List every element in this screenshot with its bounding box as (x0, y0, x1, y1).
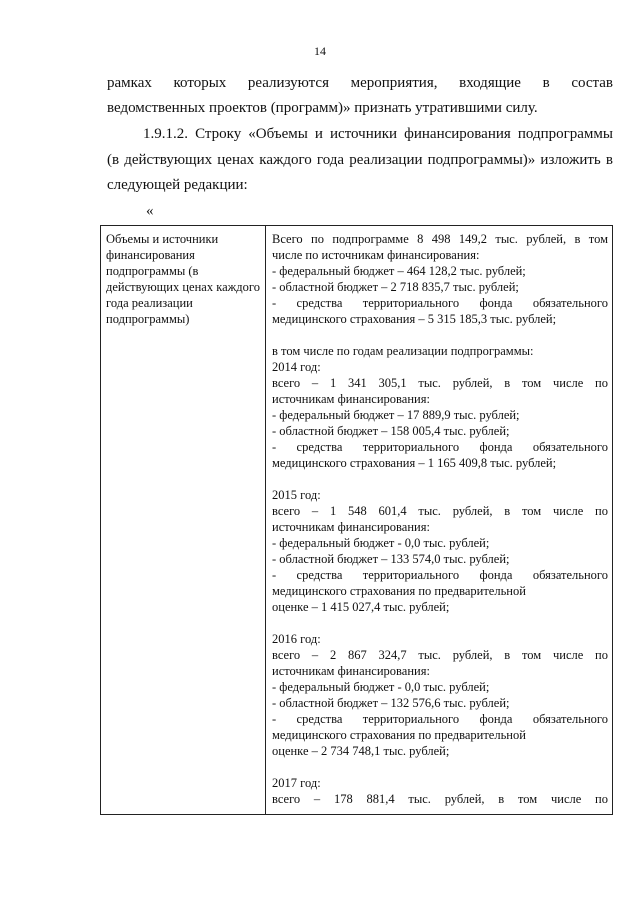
financing-line: 2015 год: (272, 488, 321, 502)
column-divider (265, 226, 266, 814)
opening-quote: « (146, 203, 154, 219)
page-number: 14 (314, 44, 326, 58)
intro-line-1: рамках которых реализуются мероприятия, входящие в состав (107, 75, 613, 91)
clause-line-1: 1.9.1.2. Строку «Объемы и источники финансирования подпрограммы (143, 126, 613, 142)
financing-details (272, 231, 608, 807)
financing-line: медицинского страхования – 1 165 409,8 тыс. рублей; (272, 456, 557, 470)
financing-line: 2017 год: (272, 776, 321, 790)
financing-line: - федеральный бюджет - 0,0 тыс. рублей; (272, 536, 490, 550)
clause-line-3: следующей редакции: (107, 177, 248, 193)
financing-line: оценке – 2 734 748,1 тыс. рублей; (272, 744, 450, 758)
row-label: Объемы и источники финансирования подпрограммы (в действующих ценах каждого года реализации подпрограммы) (106, 232, 260, 326)
financing-line: - федеральный бюджет – 17 889,9 тыс. рублей; (272, 408, 520, 422)
financing-line: всего – 178 881,4 тыс. рублей, в том числе по (272, 792, 608, 806)
intro-line-2: ведомственных проектов (программ)» признать утратившими силу. (107, 100, 538, 116)
financing-line: - средства территориального фонда обязательного (272, 712, 608, 726)
financing-line: - средства территориального фонда обязательного (272, 568, 608, 582)
blank-line (272, 327, 608, 343)
blank-line (272, 471, 608, 487)
financing-line: всего – 1 341 305,1 тыс. рублей, в том числе по (272, 376, 608, 390)
financing-line: источникам финансирования: (272, 520, 430, 534)
financing-line: всего – 1 548 601,4 тыс. рублей, в том числе по (272, 504, 608, 518)
financing-line: - областной бюджет – 158 005,4 тыс. рублей; (272, 424, 510, 438)
financing-line: - областной бюджет – 132 576,6 тыс. рублей; (272, 696, 510, 710)
financing-line: числе по источникам финансирования: (272, 248, 480, 262)
financing-line: - федеральный бюджет - 0,0 тыс. рублей; (272, 680, 490, 694)
financing-line: - областной бюджет – 133 574,0 тыс. рублей; (272, 552, 510, 566)
financing-line: источникам финансирования: (272, 664, 430, 678)
financing-line: оценке – 1 415 027,4 тыс. рублей; (272, 600, 450, 614)
financing-line: медицинского страхования по предварительной (272, 584, 526, 598)
financing-line: в том числе по годам реализации подпрограммы: (272, 344, 534, 358)
blank-line (272, 759, 608, 775)
financing-line: источникам финансирования: (272, 392, 430, 406)
financing-line: - средства территориального фонда обязательного (272, 440, 608, 454)
financing-line: - федеральный бюджет – 464 128,2 тыс. рублей; (272, 264, 526, 278)
clause-line-2: (в действующих ценах каждого года реализации подпрограммы)» изложить в (107, 152, 613, 168)
financing-line: 2016 год: (272, 632, 321, 646)
financing-line: - средства территориального фонда обязательного (272, 296, 608, 310)
financing-line: - областной бюджет – 2 718 835,7 тыс. рублей; (272, 280, 519, 294)
financing-line: медицинского страхования по предварительной (272, 728, 526, 742)
financing-table (100, 225, 613, 815)
financing-line: Всего по подпрограмме 8 498 149,2 тыс. рублей, в том (272, 232, 608, 246)
financing-line: 2014 год: (272, 360, 321, 374)
financing-line: всего – 2 867 324,7 тыс. рублей, в том числе по (272, 648, 608, 662)
financing-line: медицинского страхования – 5 315 185,3 тыс. рублей; (272, 312, 557, 326)
blank-line (272, 615, 608, 631)
